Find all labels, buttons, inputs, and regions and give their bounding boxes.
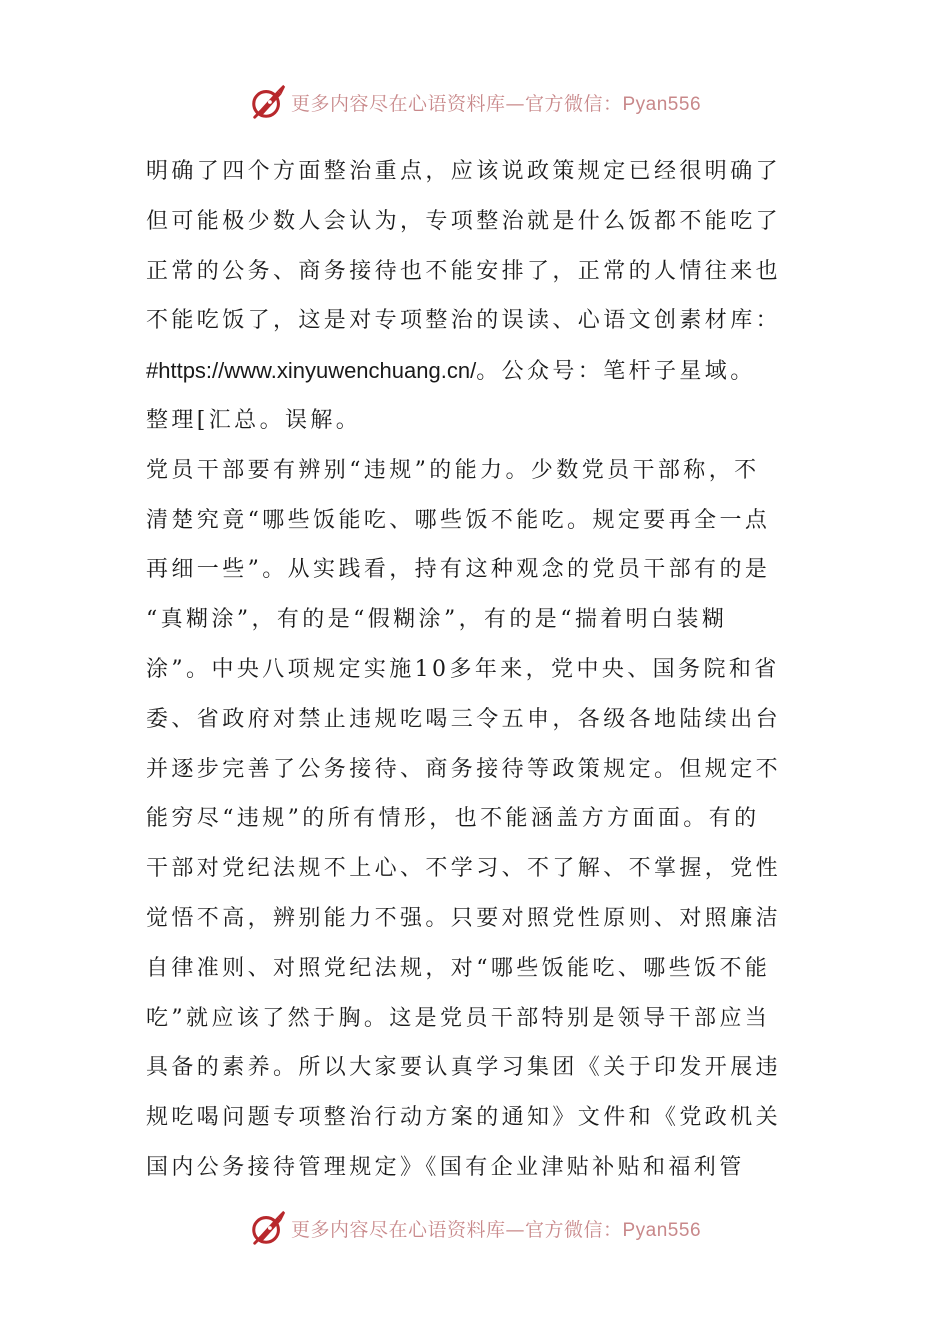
banner-main-text: 更多内容尽在心语资料库 (290, 1218, 506, 1241)
pen-nib-logo-icon (249, 1209, 287, 1247)
banner-wechat-label: 官方微信： (524, 1218, 623, 1241)
pen-nib-logo-icon (249, 83, 287, 121)
text-line: 干部对党纪法规不上心、不学习、不了解、不掌握，党性 (146, 856, 782, 882)
text-line: 具备的素养。所以大家要认真学习集团《关于印发开展违 (146, 1055, 782, 1081)
text-line: 规吃喝问题专项整治行动方案的通知》文件和《党政机关 (146, 1105, 782, 1131)
banner-wechat-label: 官方微信： (524, 92, 623, 115)
header-banner-inner (249, 83, 701, 121)
footer-banner (0, 1206, 950, 1250)
banner-wechat-id: Pyan556 (622, 93, 702, 115)
text-line: 能穷尽“违规”的所有情形，也不能涵盖方方面面。有的 (146, 806, 760, 832)
text-line: 委、省政府对禁止违规吃喝三令五申，各级各地陆续出台 (146, 706, 782, 732)
text-line: 觉悟不高，辨别能力不强。只要对照党性原则、对照廉洁 (146, 905, 782, 931)
text-line-rest: 。公众号：笔杆子星域。 (476, 359, 756, 385)
text-line: 整理[汇总。误解。 (146, 407, 362, 433)
text-line: 明确了四个方面整治重点，应该说政策规定已经很明确了 (146, 159, 782, 184)
text-line: 正常的公务、商务接待也不能安排了，正常的人情往来也 (146, 258, 782, 284)
banner-dash: — (505, 1218, 525, 1241)
text-line: 清楚究竟“哪些饭能吃、哪些饭不能吃。规定要再全一点 (146, 507, 771, 533)
footer-banner-text (291, 1215, 701, 1242)
text-line: 并逐步完善了公务接待、商务接待等政策规定。但规定不 (146, 756, 782, 782)
text-line-with-url (146, 346, 806, 396)
text-line: 国内公务接待管理规定》《国有企业津贴补贴和福利管 (146, 1154, 745, 1180)
banner-main-text: 更多内容尽在心语资料库 (290, 92, 506, 115)
text-line: 自律准则、对照党纪法规，对“哪些饭能吃、哪些饭不能 (146, 955, 771, 981)
footer-banner-inner (249, 1209, 701, 1247)
text-line: “真糊涂”，有的是“假糊涂”，有的是“揣着明白装糊 (146, 607, 728, 633)
text-line: 涂”。中央八项规定实施10多年来，党中央、国务院和省 (146, 656, 780, 682)
text-line: 再细一些”。从实践看，持有这种观念的党员干部有的是 (146, 557, 771, 583)
header-banner-text (291, 89, 701, 116)
header-banner (0, 80, 950, 124)
document-body (146, 147, 806, 1193)
text-line: 党员干部要有辨别“违规”的能力。少数党员干部称，不 (146, 457, 760, 483)
banner-dash: — (505, 92, 525, 115)
text-line: 但可能极少数人会认为，专项整治就是什么饭都不能吃了 (146, 208, 782, 234)
banner-wechat-id: Pyan556 (622, 1219, 702, 1241)
text-line: 吃”就应该了然于胸。这是党员干部特别是领导干部应当 (146, 1005, 771, 1031)
website-url: #https://www.xinyuwenchuang.cn/ (146, 358, 477, 384)
text-line: 不能吃饭了，这是对专项整治的误读、心语文创素材库： (146, 308, 782, 334)
